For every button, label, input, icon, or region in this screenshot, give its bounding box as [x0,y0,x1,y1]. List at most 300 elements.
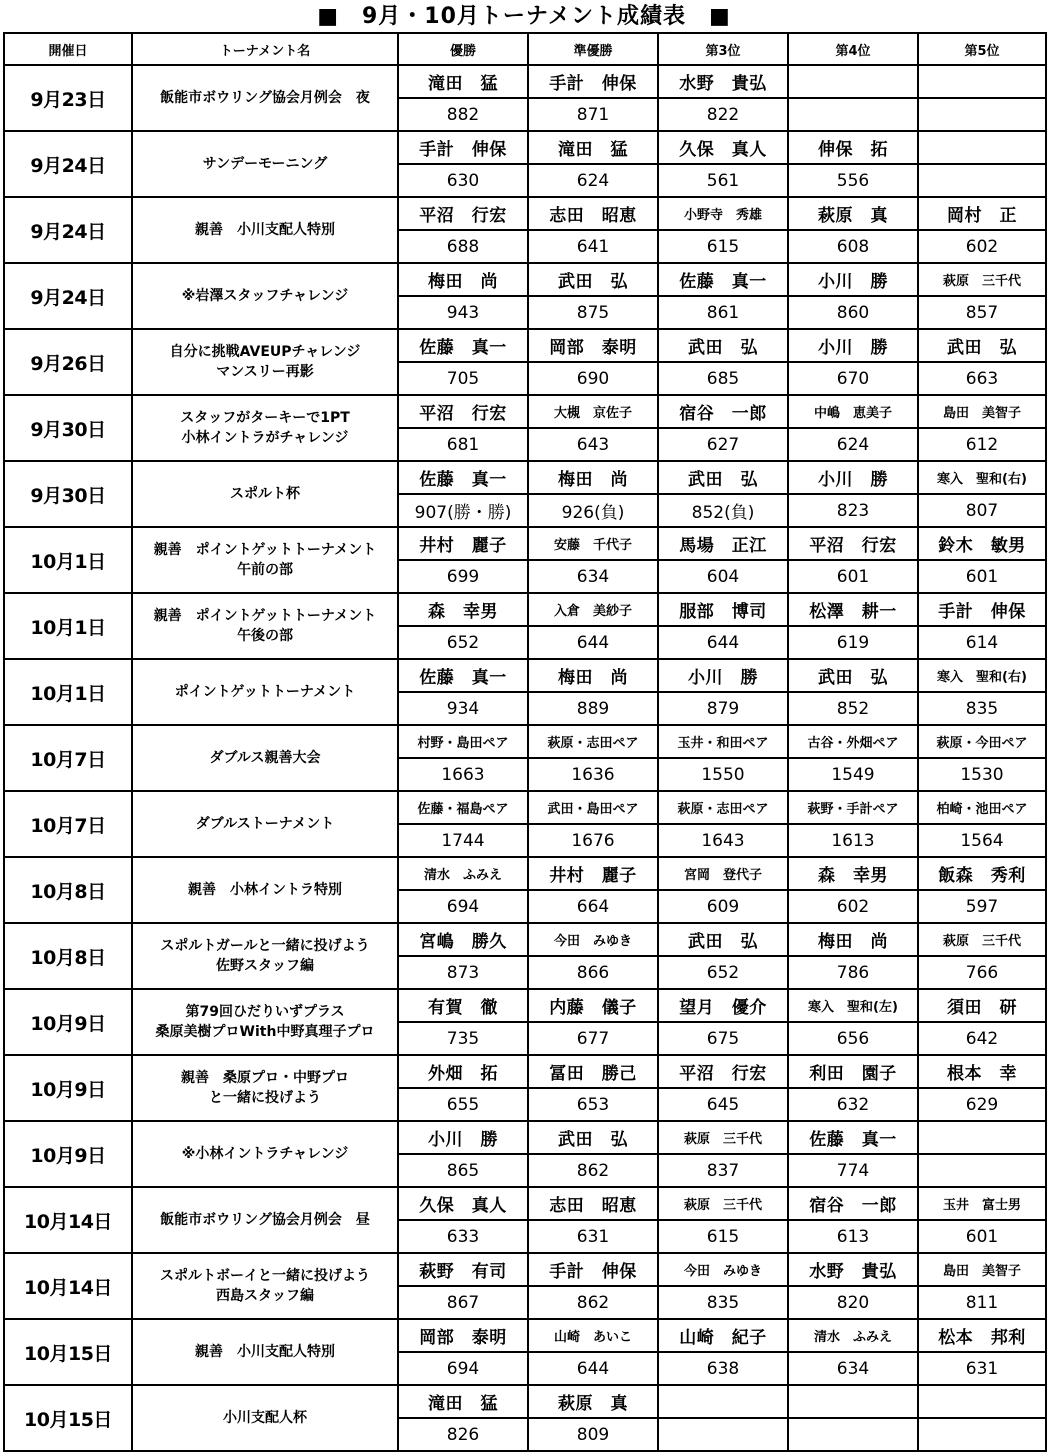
score-rank-1: 907(勝・勝) [398,494,528,527]
tournament-name-line: 午前の部 [237,562,293,578]
player-name-rank-5: 萩原・今田ペア [918,725,1046,758]
player-name-rank-5: 玉井 富士男 [918,1187,1046,1220]
player-name-rank-1: 村野・島田ペア [398,725,528,758]
tournament-name-line: 午後の部 [237,628,293,644]
header-3rd: 第3位 [658,33,788,65]
tournament-row-players [4,593,1046,626]
score-rank-2: 653 [528,1088,658,1121]
tournament-name [132,989,398,1055]
player-name-rank-3: 平沼 行宏 [658,1055,788,1088]
score-rank-4: 556 [788,164,918,197]
tournament-name [132,1385,398,1451]
player-name-rank-2: 武田・島田ペア [528,791,658,824]
score-rank-4 [788,1418,918,1451]
score-rank-1: 694 [398,890,528,923]
tournament-name-line: 自分に挑戦AVEUPチャレンジ [169,344,361,360]
tournament-row-players [4,1385,1046,1418]
tournament-row-players [4,65,1046,98]
tournament-date: 9月24日 [4,131,132,197]
tournament-name-line: スポルトボーイと一緒に投げよう [160,1268,370,1284]
score-rank-5: 601 [918,1220,1046,1253]
score-rank-5: 857 [918,296,1046,329]
results-body [4,65,1046,1451]
player-name-rank-2: 梅田 尚 [528,659,658,692]
player-name-rank-5: 鈴木 敏男 [918,527,1046,560]
tournament-name [132,1253,398,1319]
score-rank-4: 823 [788,494,918,527]
tournament-name [132,461,398,527]
player-name-rank-4: 水野 貴弘 [788,1253,918,1286]
tournament-name-line: 親善 小林イントラ特別 [188,882,342,898]
tournament-row-players [4,989,1046,1022]
player-name-rank-5: 萩原 三千代 [918,923,1046,956]
tournament-date: 10月14日 [4,1253,132,1319]
tournament-row-players [4,329,1046,362]
results-table [3,32,1047,1452]
player-name-rank-1: 岡部 泰明 [398,1319,528,1352]
score-rank-4: 656 [788,1022,918,1055]
tournament-name-line: 桑原美樹プロWith中野真理子プロ [155,1024,375,1040]
score-rank-5: 602 [918,230,1046,263]
tournament-name [132,1121,398,1187]
player-name-rank-2: 志田 昭恵 [528,1187,658,1220]
tournament-row-players [4,1319,1046,1352]
score-rank-3: 1643 [658,824,788,857]
score-rank-1: 867 [398,1286,528,1319]
tournament-name-line: 小川支配人杯 [223,1410,307,1426]
player-name-rank-3: 武田 弘 [658,329,788,362]
player-name-rank-5: 萩原 三千代 [918,263,1046,296]
score-rank-3: 627 [658,428,788,461]
score-rank-2: 624 [528,164,658,197]
player-name-rank-4: 小川 勝 [788,263,918,296]
player-name-rank-4 [788,1385,918,1418]
score-rank-3: 615 [658,230,788,263]
tournament-row-players [4,1253,1046,1286]
score-rank-5 [918,98,1046,131]
score-rank-5 [918,1418,1046,1451]
tournament-name [132,329,398,395]
tournament-row-players [4,923,1046,956]
player-name-rank-1: 滝田 猛 [398,1385,528,1418]
tournament-name-line: 西島スタッフ編 [216,1288,314,1304]
player-name-rank-3: 萩原・志田ペア [658,791,788,824]
player-name-rank-4: 中嶋 恵美子 [788,395,918,428]
score-rank-3: 685 [658,362,788,395]
player-name-rank-1: 手計 伸保 [398,131,528,164]
score-rank-2: 631 [528,1220,658,1253]
player-name-rank-3: 久保 真人 [658,131,788,164]
tournament-row-players [4,1055,1046,1088]
tournament-row-players [4,395,1046,428]
player-name-rank-2: 手計 伸保 [528,65,658,98]
score-rank-1: 826 [398,1418,528,1451]
header-tournament: トーナメント名 [132,33,398,65]
score-rank-4: 820 [788,1286,918,1319]
tournament-row-players [4,857,1046,890]
tournament-name-line: 親善 桑原プロ・中野プロ [181,1070,349,1086]
tournament-name-line: と一緒に投げよう [209,1090,321,1106]
player-name-rank-3: 馬場 正江 [658,527,788,560]
player-name-rank-4: 小川 勝 [788,329,918,362]
tournament-row-players [4,263,1046,296]
player-name-rank-5: 岡村 正 [918,197,1046,230]
player-name-rank-5: 根本 幸 [918,1055,1046,1088]
player-name-rank-3: 宮岡 登代子 [658,857,788,890]
score-rank-5: 601 [918,560,1046,593]
player-name-rank-5: 武田 弘 [918,329,1046,362]
tournament-row-players [4,527,1046,560]
player-name-rank-4: 梅田 尚 [788,923,918,956]
tournament-date: 10月7日 [4,725,132,791]
player-name-rank-3: 水野 貴弘 [658,65,788,98]
page-title: ■ 9月・10月トーナメント成績表 ■ [317,4,731,29]
player-name-rank-1: 佐藤 真一 [398,659,528,692]
player-name-rank-1: 佐藤 真一 [398,329,528,362]
player-name-rank-1: 滝田 猛 [398,65,528,98]
score-rank-4: 786 [788,956,918,989]
score-rank-1: 699 [398,560,528,593]
score-rank-2: 871 [528,98,658,131]
player-name-rank-1: 佐藤・福島ペア [398,791,528,824]
score-rank-4: 602 [788,890,918,923]
player-name-rank-2: 大槻 京佐子 [528,395,658,428]
score-rank-1: 943 [398,296,528,329]
player-name-rank-2: 武田 弘 [528,1121,658,1154]
player-name-rank-1: 井村 麗子 [398,527,528,560]
tournament-name-line: ダブルス親善大会 [209,750,321,766]
tournament-name [132,263,398,329]
player-name-rank-2: 岡部 泰明 [528,329,658,362]
player-name-rank-5 [918,65,1046,98]
tournament-name-line: ※岩澤スタッフチャレンジ [181,288,349,304]
tournament-name [132,659,398,725]
tournament-row-players [4,197,1046,230]
score-rank-2: 889 [528,692,658,725]
player-name-rank-1: 清水 ふみえ [398,857,528,890]
score-rank-4: 632 [788,1088,918,1121]
score-rank-2: 866 [528,956,658,989]
player-name-rank-2: 今田 みゆき [528,923,658,956]
tournament-name-line: 親善 ポイントゲットトーナメント [153,542,377,558]
player-name-rank-4: 萩原 真 [788,197,918,230]
tournament-name-line: ポイントゲットトーナメント [174,684,356,700]
tournament-name-line: 親善 小川支配人特別 [195,222,335,238]
player-name-rank-4: 宿谷 一郎 [788,1187,918,1220]
player-name-rank-5: 柏崎・池田ペア [918,791,1046,824]
score-rank-1: 1663 [398,758,528,791]
player-name-rank-1: 平沼 行宏 [398,197,528,230]
score-rank-5: 1564 [918,824,1046,857]
score-rank-2: 644 [528,626,658,659]
tournament-name-line: 小林イントラがチャレンジ [181,430,349,446]
score-rank-1: 934 [398,692,528,725]
player-name-rank-1: 外畑 拓 [398,1055,528,1088]
player-name-rank-5 [918,131,1046,164]
tournament-name-line: 飯能市ボウリング協会月例会 夜 [160,90,370,106]
tournament-name [132,923,398,989]
player-name-rank-4: 佐藤 真一 [788,1121,918,1154]
tournament-date: 9月24日 [4,263,132,329]
score-rank-3: 604 [658,560,788,593]
player-name-rank-3: 宿谷 一郎 [658,395,788,428]
tournament-name [132,791,398,857]
score-rank-4: 601 [788,560,918,593]
tournament-date: 9月23日 [4,65,132,131]
player-name-rank-3: 武田 弘 [658,923,788,956]
tournament-date: 9月30日 [4,461,132,527]
tournament-name-line: ※小林イントラチャレンジ [181,1146,349,1162]
tournament-date: 10月14日 [4,1187,132,1253]
tournament-name [132,197,398,263]
player-name-rank-2: 冨田 勝己 [528,1055,658,1088]
score-rank-1: 705 [398,362,528,395]
header-1st: 優勝 [398,33,528,65]
tournament-name-line: サンデーモーニング [202,156,328,172]
player-name-rank-4: 古谷・外畑ペア [788,725,918,758]
tournament-row-players [4,725,1046,758]
score-rank-3: 638 [658,1352,788,1385]
tournament-row-players [4,791,1046,824]
tournament-name-line: 佐野スタッフ編 [216,958,314,974]
score-rank-3 [658,1418,788,1451]
player-name-rank-2: 萩原 真 [528,1385,658,1418]
score-rank-3: 852(負) [658,494,788,527]
tournament-date: 10月9日 [4,989,132,1055]
score-rank-1: 735 [398,1022,528,1055]
score-rank-3: 615 [658,1220,788,1253]
score-rank-3: 879 [658,692,788,725]
tournament-name-line: ダブルストーナメント [195,816,335,832]
tournament-date: 9月24日 [4,197,132,263]
score-rank-3: 644 [658,626,788,659]
tournament-row-players [4,1187,1046,1220]
score-rank-1: 865 [398,1154,528,1187]
tournament-name [132,1055,398,1121]
player-name-rank-4: 平沼 行宏 [788,527,918,560]
player-name-rank-4: 寒入 聖和(左) [788,989,918,1022]
tournament-date: 10月15日 [4,1385,132,1451]
tournament-name-line: 親善 小川支配人特別 [195,1344,335,1360]
score-rank-3: 837 [658,1154,788,1187]
score-rank-1: 681 [398,428,528,461]
player-name-rank-5: 寒入 聖和(右) [918,461,1046,494]
score-rank-5: 631 [918,1352,1046,1385]
score-rank-2: 634 [528,560,658,593]
player-name-rank-3: 望月 優介 [658,989,788,1022]
score-rank-5 [918,164,1046,197]
score-rank-5: 614 [918,626,1046,659]
tournament-name-line: スポルト杯 [230,486,300,502]
player-name-rank-5: 手計 伸保 [918,593,1046,626]
score-rank-1: 655 [398,1088,528,1121]
score-rank-5: 612 [918,428,1046,461]
player-name-rank-4: 萩野・手計ペア [788,791,918,824]
player-name-rank-3: 小川 勝 [658,659,788,692]
player-name-rank-1: 宮嶋 勝久 [398,923,528,956]
score-rank-2: 875 [528,296,658,329]
score-rank-5: 807 [918,494,1046,527]
player-name-rank-4: 利田 園子 [788,1055,918,1088]
header-2nd: 準優勝 [528,33,658,65]
player-name-rank-2: 井村 麗子 [528,857,658,890]
score-rank-3: 835 [658,1286,788,1319]
player-name-rank-5: 島田 美智子 [918,395,1046,428]
tournament-name-line: 飯能市ボウリング協会月例会 昼 [160,1212,370,1228]
score-rank-1: 633 [398,1220,528,1253]
tournament-date: 10月1日 [4,527,132,593]
score-rank-4: 634 [788,1352,918,1385]
score-rank-2: 643 [528,428,658,461]
score-rank-5: 766 [918,956,1046,989]
player-name-rank-1: 佐藤 真一 [398,461,528,494]
score-rank-4: 860 [788,296,918,329]
player-name-rank-1: 梅田 尚 [398,263,528,296]
score-rank-5: 597 [918,890,1046,923]
player-name-rank-3: 山崎 紀子 [658,1319,788,1352]
score-rank-4: 1613 [788,824,918,857]
player-name-rank-4: 武田 弘 [788,659,918,692]
score-rank-4: 1549 [788,758,918,791]
tournament-date: 10月15日 [4,1319,132,1385]
score-rank-1: 882 [398,98,528,131]
score-rank-3: 822 [658,98,788,131]
tournament-name-line: マンスリー再影 [216,364,314,380]
player-name-rank-5: 飯森 秀利 [918,857,1046,890]
player-name-rank-1: 萩野 有司 [398,1253,528,1286]
score-rank-2: 862 [528,1154,658,1187]
score-rank-4: 613 [788,1220,918,1253]
score-rank-3: 1550 [658,758,788,791]
player-name-rank-2: 手計 伸保 [528,1253,658,1286]
player-name-rank-2: 滝田 猛 [528,131,658,164]
score-rank-5: 642 [918,1022,1046,1055]
score-rank-4: 670 [788,362,918,395]
player-name-rank-5: 松本 邦利 [918,1319,1046,1352]
tournament-date: 10月1日 [4,659,132,725]
player-name-rank-2: 山崎 あいこ [528,1319,658,1352]
score-rank-2: 644 [528,1352,658,1385]
score-rank-3: 645 [658,1088,788,1121]
tournament-name [132,1187,398,1253]
player-name-rank-3: 小野寺 秀雄 [658,197,788,230]
player-name-rank-2: 志田 昭恵 [528,197,658,230]
tournament-name [132,131,398,197]
tournament-name [132,395,398,461]
score-rank-4: 624 [788,428,918,461]
player-name-rank-2: 武田 弘 [528,263,658,296]
tournament-name-line: 親善 ポイントゲットトーナメント [153,608,377,624]
player-name-rank-3: 服部 博司 [658,593,788,626]
score-rank-3: 652 [658,956,788,989]
score-rank-2: 1676 [528,824,658,857]
score-rank-3: 861 [658,296,788,329]
score-rank-4 [788,98,918,131]
tournament-date: 9月26日 [4,329,132,395]
score-rank-5 [918,1154,1046,1187]
tournament-name-line: 第79回ひだりいずプラス [185,1004,345,1020]
score-rank-1: 630 [398,164,528,197]
score-rank-5: 835 [918,692,1046,725]
tournament-row-players [4,659,1046,692]
tournament-date: 10月9日 [4,1055,132,1121]
player-name-rank-1: 小川 勝 [398,1121,528,1154]
score-rank-2: 926(負) [528,494,658,527]
tournament-date: 10月7日 [4,791,132,857]
score-rank-2: 664 [528,890,658,923]
player-name-rank-2: 安藤 千代子 [528,527,658,560]
tournament-name-line: スタッフがターキーで1PT [180,410,350,426]
player-name-rank-1: 有賀 徹 [398,989,528,1022]
player-name-rank-4: 清水 ふみえ [788,1319,918,1352]
score-rank-5: 629 [918,1088,1046,1121]
tournament-name [132,857,398,923]
score-rank-2: 641 [528,230,658,263]
tournament-row-players [4,461,1046,494]
player-name-rank-5: 島田 美智子 [918,1253,1046,1286]
tournament-date: 10月9日 [4,1121,132,1187]
header-5th: 第5位 [918,33,1046,65]
player-name-rank-3: 玉井・和田ペア [658,725,788,758]
tournament-name [132,527,398,593]
player-name-rank-4 [788,65,918,98]
player-name-rank-4: 松澤 耕一 [788,593,918,626]
score-rank-5: 811 [918,1286,1046,1319]
player-name-rank-4: 伸保 拓 [788,131,918,164]
tournament-row-players [4,1121,1046,1154]
player-name-rank-4: 小川 勝 [788,461,918,494]
player-name-rank-3: 萩原 三千代 [658,1187,788,1220]
player-name-rank-3: 萩原 三千代 [658,1121,788,1154]
score-rank-3: 675 [658,1022,788,1055]
score-rank-3: 561 [658,164,788,197]
tournament-name [132,725,398,791]
tournament-date: 10月8日 [4,857,132,923]
tournament-row-players [4,131,1046,164]
score-rank-1: 688 [398,230,528,263]
player-name-rank-3: 佐藤 真一 [658,263,788,296]
score-rank-1: 694 [398,1352,528,1385]
score-rank-1: 652 [398,626,528,659]
tournament-name-line: スポルトガールと一緒に投げよう [160,938,370,954]
tournament-name [132,1319,398,1385]
player-name-rank-5 [918,1385,1046,1418]
player-name-rank-2: 入倉 美紗子 [528,593,658,626]
tournament-date: 9月30日 [4,395,132,461]
tournament-name [132,593,398,659]
score-rank-2: 690 [528,362,658,395]
header-row [4,33,1046,65]
player-name-rank-1: 森 幸男 [398,593,528,626]
player-name-rank-2: 梅田 尚 [528,461,658,494]
player-name-rank-4: 森 幸男 [788,857,918,890]
score-rank-5: 663 [918,362,1046,395]
score-rank-1: 873 [398,956,528,989]
player-name-rank-3: 今田 みゆき [658,1253,788,1286]
tournament-date: 10月1日 [4,593,132,659]
score-rank-3: 609 [658,890,788,923]
score-rank-4: 774 [788,1154,918,1187]
score-rank-2: 1636 [528,758,658,791]
header-4th: 第4位 [788,33,918,65]
player-name-rank-5: 寒入 聖和(右) [918,659,1046,692]
player-name-rank-1: 久保 真人 [398,1187,528,1220]
score-rank-1: 1744 [398,824,528,857]
player-name-rank-3: 武田 弘 [658,461,788,494]
score-rank-2: 809 [528,1418,658,1451]
player-name-rank-5 [918,1121,1046,1154]
player-name-rank-2: 萩原・志田ペア [528,725,658,758]
